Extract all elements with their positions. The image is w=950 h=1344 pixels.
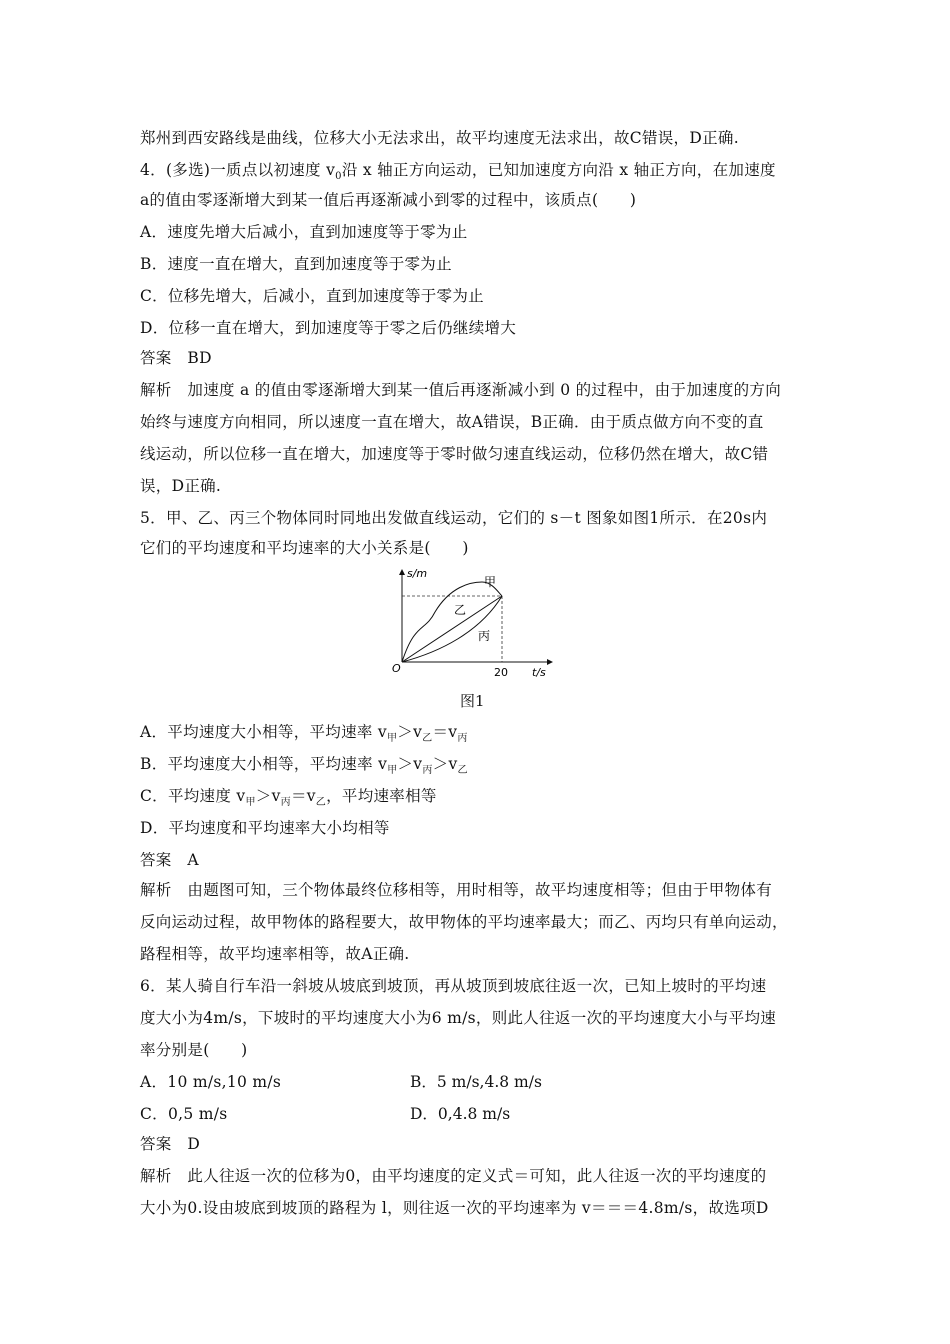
q4-stem-line-1: 4．(多选)一质点以初速度 $v_0$沿 x 轴正方向运动，已知加速度方向沿 x 轴正方向，在加速度: [140, 161, 776, 183]
q6-option-a: A．10 m/s,10 m/s: [140, 1073, 282, 1091]
x-tick-20: 20: [494, 666, 508, 679]
q5-option-a: A．平均速度大小相等，平均速率 $v_甲>v_乙=v_丙$: [140, 723, 468, 745]
q6-analysis-line-2: 大小为0.设由坡底到坡顶的路程为 l，则往返一次的平均速率为 v＝＝＝4.8m/s，故选项D: [140, 1199, 769, 1217]
q5-answer: 答案 A: [140, 851, 199, 869]
q5-stem-line-1: 5．甲、乙、丙三个物体同时同地出发做直线运动，它们的 s－t 图象如图1所示．在20s内: [140, 509, 768, 527]
q5-analysis-line-1: 解析 由题图可知，三个物体最终位移相等，用时相等，故平均速度相等；但由于甲物体有: [140, 881, 773, 899]
label-jia: 甲: [484, 575, 497, 589]
label-bing: 丙: [478, 629, 491, 643]
q4-analysis-line-4: 误，D正确.: [140, 477, 222, 495]
q4-option-c: C．位移先增大，后减小，直到加速度等于零为止: [140, 287, 484, 305]
x-axis-label: t/s: [532, 666, 546, 679]
figure-caption: 图1: [460, 692, 485, 710]
q6-option-d: D．0,4.8 m/s: [410, 1105, 511, 1123]
q4-option-a: A．速度先增大后减小，直到加速度等于零为止: [140, 223, 468, 241]
q6-analysis-line-1: 解析 此人往返一次的位移为0，由平均速度的定义式＝可知，此人往返一次的平均速度的: [140, 1167, 767, 1185]
q4-option-d: D．位移一直在增大，到加速度等于零之后仍继续增大: [140, 319, 517, 337]
q6-stem-line-3: 率分别是( ): [140, 1041, 248, 1059]
origin-label: O: [392, 662, 401, 675]
q6-option-c: C．0,5 m/s: [140, 1105, 228, 1123]
q4-stem-line-2: a的值由零逐渐增大到某一值后再逐渐减小到零的过程中，该质点( ): [140, 191, 637, 209]
q4-option-b: B．速度一直在增大，直到加速度等于零为止: [140, 255, 452, 273]
q5-option-c: C．平均速度 $v_甲>v_丙=v_乙$，平均速率相等: [140, 787, 437, 809]
s-t-graph-figure: [380, 562, 570, 682]
y-axis-label: s/m: [407, 567, 428, 580]
label-yi: 乙: [454, 603, 467, 617]
continuation-text: 郑州到西安路线是曲线，位移大小无法求出，故平均速度无法求出，故C错误，D正确.: [140, 129, 739, 147]
q4-analysis-line-2: 始终与速度方向相同，所以速度一直在增大，故A错误，B正确．由于质点做方向不变的直: [140, 413, 764, 431]
q5-option-d: D．平均速度和平均速率大小均相等: [140, 819, 390, 837]
q6-answer: 答案 D: [140, 1135, 201, 1153]
q4-answer: 答案 BD: [140, 349, 212, 367]
q6-option-b: B．5 m/s,4.8 m/s: [410, 1073, 542, 1091]
q4-analysis-line-3: 线运动，所以位移一直在增大，加速度等于零时做匀速直线运动，位移仍然在增大，故C错: [140, 445, 769, 463]
q6-stem-line-2: 度大小为4m/s，下坡时的平均速度大小为6 m/s，则此人往返一次的平均速度大小与平均速: [140, 1009, 777, 1027]
q6-stem-line-1: 6．某人骑自行车沿一斜坡从坡底到坡顶，再从坡顶到坡底往返一次，已知上坡时的平均速: [140, 977, 767, 995]
q5-analysis-line-2: 反向运动过程，故甲物体的路程要大，故甲物体的平均速率最大；而乙、丙均只有单向运动，: [140, 913, 788, 931]
q5-analysis-line-3: 路程相等，故平均速率相等，故A正确.: [140, 945, 410, 963]
curve-jia: [402, 582, 502, 662]
q5-option-b: B．平均速度大小相等，平均速率 $v_甲>v_丙>v_乙$: [140, 755, 468, 777]
q4-analysis-line-1: 解析 加速度 a 的值由零逐渐增大到某一值后再逐渐减小到 0 的过程中，由于加速度的方向: [140, 381, 782, 399]
q5-stem-line-2: 它们的平均速度和平均速率的大小关系是( ): [140, 539, 469, 557]
